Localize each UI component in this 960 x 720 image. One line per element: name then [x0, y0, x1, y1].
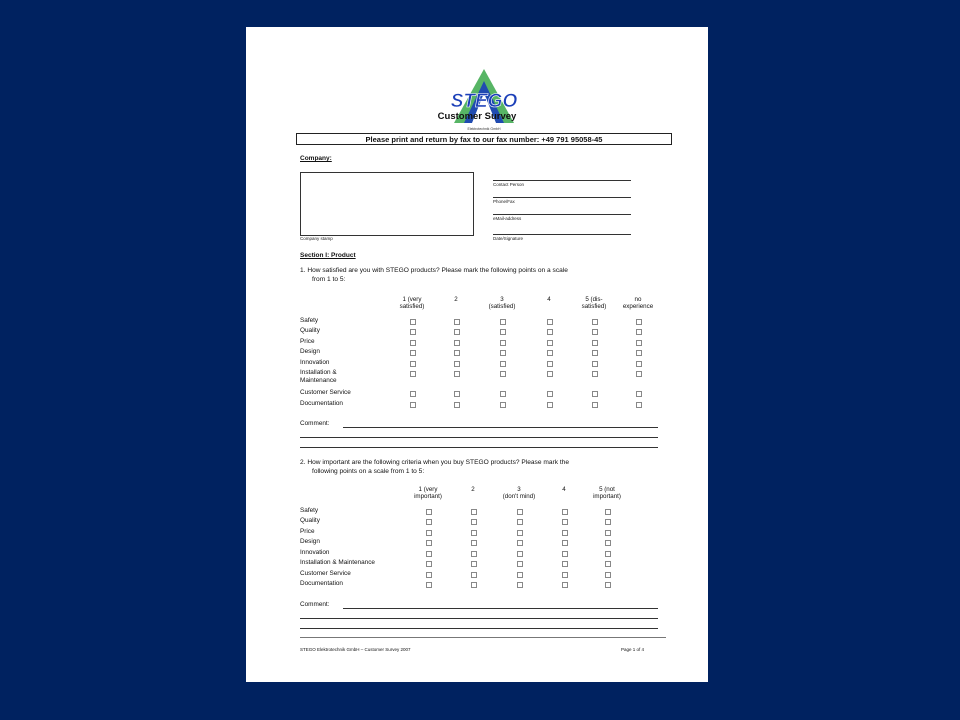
q1-rating-checkbox[interactable]	[592, 391, 598, 397]
q1-rating-checkbox[interactable]	[636, 361, 642, 367]
q1-row-label: Innovation	[300, 359, 330, 366]
date-signature-label: Date/Signature	[493, 236, 524, 241]
q2-rating-checkbox[interactable]	[605, 509, 611, 515]
q1-column-header	[615, 297, 661, 310]
q2-row-label: Quality	[300, 517, 320, 524]
q1-comment-line[interactable]	[300, 447, 658, 448]
q1-rating-checkbox[interactable]	[500, 350, 506, 356]
q2-rating-checkbox[interactable]	[562, 551, 568, 557]
footer-left: STEGO Elektrotechnik GmbH – Customer Survey 2007	[300, 647, 411, 652]
q2-comment-line[interactable]	[343, 608, 658, 609]
q1-rating-checkbox[interactable]	[500, 391, 506, 397]
svg-text:STEGO: STEGO	[450, 91, 518, 112]
column-header-line: 3	[517, 486, 521, 493]
q2-rating-checkbox[interactable]	[471, 540, 477, 546]
column-header-line: (don't mind)	[502, 492, 536, 500]
column-header-line: no	[634, 296, 642, 303]
q1-rating-checkbox[interactable]	[636, 340, 642, 346]
q2-rating-checkbox[interactable]	[471, 582, 477, 588]
column-header-line: important)	[414, 492, 442, 500]
q1-rating-checkbox[interactable]	[547, 391, 553, 397]
q1-rating-checkbox[interactable]	[636, 329, 642, 335]
q1-rating-checkbox[interactable]	[500, 319, 506, 325]
q1-rating-checkbox[interactable]	[410, 329, 416, 335]
q2-rating-checkbox[interactable]	[471, 572, 477, 578]
footer-page-number: Page 1 of 4	[621, 647, 645, 652]
q1-rating-checkbox[interactable]	[454, 319, 460, 325]
q1-rating-checkbox[interactable]	[454, 340, 460, 346]
q1-column-header	[526, 297, 572, 304]
logo-subtitle: Elektrotechnik GmbH	[467, 127, 501, 131]
q2-rating-checkbox[interactable]	[471, 519, 477, 525]
stego-logo	[444, 67, 524, 135]
q2-rating-checkbox[interactable]	[562, 572, 568, 578]
column-header-line: experience	[622, 302, 654, 310]
q2-column-header	[405, 487, 451, 500]
q2-rating-checkbox[interactable]	[562, 530, 568, 536]
column-header-line: 5 (not	[599, 486, 615, 493]
q1-rating-checkbox[interactable]	[500, 402, 506, 408]
column-header-line: 2	[454, 296, 458, 303]
email-line[interactable]	[493, 214, 631, 215]
q1-rating-checkbox[interactable]	[592, 319, 598, 325]
q2-rating-checkbox[interactable]	[605, 572, 611, 578]
fax-banner: Please print and return by fax to our fax number: +49 791 95058-45	[296, 133, 672, 145]
column-header-line: 5 (dis-	[585, 296, 603, 303]
q2-row-label: Safety	[300, 507, 319, 514]
q2-row-label: Customer Service	[300, 570, 351, 577]
date-signature-line[interactable]	[493, 234, 631, 235]
q2-rating-checkbox[interactable]	[605, 540, 611, 546]
q2-rating-checkbox[interactable]	[517, 572, 523, 578]
q1-rating-checkbox[interactable]	[592, 371, 598, 377]
q2-rating-checkbox[interactable]	[517, 540, 523, 546]
q2-rating-checkbox[interactable]	[426, 561, 432, 567]
q1-row-label: Customer Service	[300, 389, 351, 396]
q1-rating-checkbox[interactable]	[410, 402, 416, 408]
column-header-line: 3	[500, 296, 504, 303]
q1-rating-checkbox[interactable]	[636, 391, 642, 397]
column-header-line: 4	[547, 296, 551, 303]
company-heading: Company:	[300, 155, 332, 162]
q1-rating-checkbox[interactable]	[547, 319, 553, 325]
q1-rating-checkbox[interactable]	[410, 319, 416, 325]
q1-rating-checkbox[interactable]	[454, 371, 460, 377]
q1-rating-checkbox[interactable]	[500, 361, 506, 367]
column-header-line: 2	[471, 486, 475, 493]
q2-rating-checkbox[interactable]	[471, 530, 477, 536]
q2-text-line2: following points on a scale from 1 to 5:	[312, 468, 425, 475]
contact-person-line[interactable]	[493, 180, 631, 181]
q1-rating-checkbox[interactable]	[410, 350, 416, 356]
column-header-line: important)	[593, 492, 621, 500]
q1-rating-checkbox[interactable]	[454, 391, 460, 397]
q2-comment-line[interactable]	[300, 618, 658, 619]
q2-rating-checkbox[interactable]	[471, 561, 477, 567]
column-header-line: satisfied)	[581, 302, 607, 310]
column-header-line: (satisfied)	[488, 302, 516, 310]
q2-rating-checkbox[interactable]	[426, 509, 432, 515]
column-header-line: satisfied)	[399, 302, 425, 310]
q1-rating-checkbox[interactable]	[636, 350, 642, 356]
q2-rating-checkbox[interactable]	[471, 509, 477, 515]
q2-row-label: Design	[300, 538, 320, 545]
q2-rating-checkbox[interactable]	[517, 551, 523, 557]
q2-comment-label: Comment:	[300, 601, 330, 608]
q2-row-label: Installation & Maintenance	[300, 559, 375, 566]
q1-rating-checkbox[interactable]	[454, 361, 460, 367]
email-label: eMail-address	[493, 216, 522, 221]
q1-column-header	[571, 297, 617, 310]
section1-heading: Section I: Product	[300, 252, 356, 259]
q1-row-label-continued: Maintenance	[300, 377, 337, 384]
column-header-line: 4	[562, 486, 566, 493]
q1-rating-checkbox[interactable]	[547, 361, 553, 367]
q1-rating-checkbox[interactable]	[547, 329, 553, 335]
q2-row-label: Price	[300, 528, 315, 535]
q1-rating-checkbox[interactable]	[592, 402, 598, 408]
q2-rating-checkbox[interactable]	[517, 509, 523, 515]
phone-fax-label: Phone/Fax	[493, 199, 515, 204]
q2-rating-checkbox[interactable]	[426, 582, 432, 588]
q1-rating-checkbox[interactable]	[500, 340, 506, 346]
q1-rating-checkbox[interactable]	[592, 350, 598, 356]
phone-fax-line[interactable]	[493, 197, 631, 198]
q1-rating-checkbox[interactable]	[410, 391, 416, 397]
contact-person-label: Contact Person	[493, 182, 525, 187]
q1-column-header	[433, 297, 479, 304]
page-title: Customer Survey	[437, 111, 517, 122]
q1-text-line2: from 1 to 5:	[312, 276, 346, 283]
q2-rating-checkbox[interactable]	[471, 551, 477, 557]
q1-column-header	[479, 297, 525, 310]
company-stamp-box[interactable]	[300, 172, 474, 236]
q1-rating-checkbox[interactable]	[410, 371, 416, 377]
q1-rating-checkbox[interactable]	[500, 371, 506, 377]
q1-rating-checkbox[interactable]	[636, 371, 642, 377]
q2-row-label: Innovation	[300, 549, 330, 556]
q1-text-line1: 1. How satisfied are you with STEGO products? Please mark the following points on a scale	[300, 267, 568, 274]
q1-rating-checkbox[interactable]	[410, 361, 416, 367]
q2-rating-checkbox[interactable]	[562, 509, 568, 515]
q1-rating-checkbox[interactable]	[500, 329, 506, 335]
q2-rating-checkbox[interactable]	[562, 582, 568, 588]
q2-rating-checkbox[interactable]	[605, 561, 611, 567]
company-stamp-label: Company stamp	[300, 236, 333, 241]
q2-rating-checkbox[interactable]	[426, 519, 432, 525]
q2-rating-checkbox[interactable]	[562, 561, 568, 567]
q1-row-label: Design	[300, 348, 320, 355]
q2-rating-checkbox[interactable]	[605, 551, 611, 557]
q2-column-header	[541, 487, 587, 494]
column-header-line: 1 (very	[402, 296, 422, 303]
q1-row-label: Installation &	[300, 369, 337, 376]
q2-rating-checkbox[interactable]	[517, 519, 523, 525]
q2-rating-checkbox[interactable]	[605, 530, 611, 536]
q2-rating-checkbox[interactable]	[517, 530, 523, 536]
q1-rating-checkbox[interactable]	[454, 350, 460, 356]
q2-rating-checkbox[interactable]	[426, 551, 432, 557]
q1-row-label: Documentation	[300, 400, 343, 407]
column-header-line: 1 (very	[418, 486, 438, 493]
q2-comment-line[interactable]	[300, 628, 658, 629]
q2-rating-checkbox[interactable]	[517, 561, 523, 567]
q1-rating-checkbox[interactable]	[636, 402, 642, 408]
q1-rating-checkbox[interactable]	[454, 402, 460, 408]
q1-row-label: Quality	[300, 327, 320, 334]
q1-rating-checkbox[interactable]	[410, 340, 416, 346]
q2-rating-checkbox[interactable]	[562, 519, 568, 525]
q1-column-header	[389, 297, 435, 310]
q2-rating-checkbox[interactable]	[605, 519, 611, 525]
q1-rating-checkbox[interactable]	[547, 340, 553, 346]
q2-rating-checkbox[interactable]	[562, 540, 568, 546]
q1-rating-checkbox[interactable]	[547, 350, 553, 356]
q1-rating-checkbox[interactable]	[547, 402, 553, 408]
q1-row-label: Price	[300, 338, 315, 345]
q1-comment-line[interactable]	[300, 437, 658, 438]
q1-rating-checkbox[interactable]	[454, 329, 460, 335]
q1-row-label: Safety	[300, 317, 319, 324]
q2-rating-checkbox[interactable]	[426, 540, 432, 546]
q2-column-header	[584, 487, 630, 500]
q1-rating-checkbox[interactable]	[592, 340, 598, 346]
q2-row-label: Documentation	[300, 580, 343, 587]
q2-rating-checkbox[interactable]	[426, 572, 432, 578]
q1-rating-checkbox[interactable]	[636, 319, 642, 325]
q1-comment-label: Comment:	[300, 420, 330, 427]
q2-rating-checkbox[interactable]	[517, 582, 523, 588]
q1-rating-checkbox[interactable]	[592, 329, 598, 335]
footer-divider	[300, 637, 666, 638]
q2-rating-checkbox[interactable]	[426, 530, 432, 536]
q1-comment-line[interactable]	[343, 427, 658, 428]
q1-rating-checkbox[interactable]	[592, 361, 598, 367]
q1-rating-checkbox[interactable]	[547, 371, 553, 377]
q2-column-header	[496, 487, 542, 500]
q2-rating-checkbox[interactable]	[605, 582, 611, 588]
q2-text-line1: 2. How important are the following criteria when you buy STEGO products? Please mark the	[300, 459, 570, 466]
survey-page	[246, 27, 708, 682]
q2-column-header	[450, 487, 496, 494]
